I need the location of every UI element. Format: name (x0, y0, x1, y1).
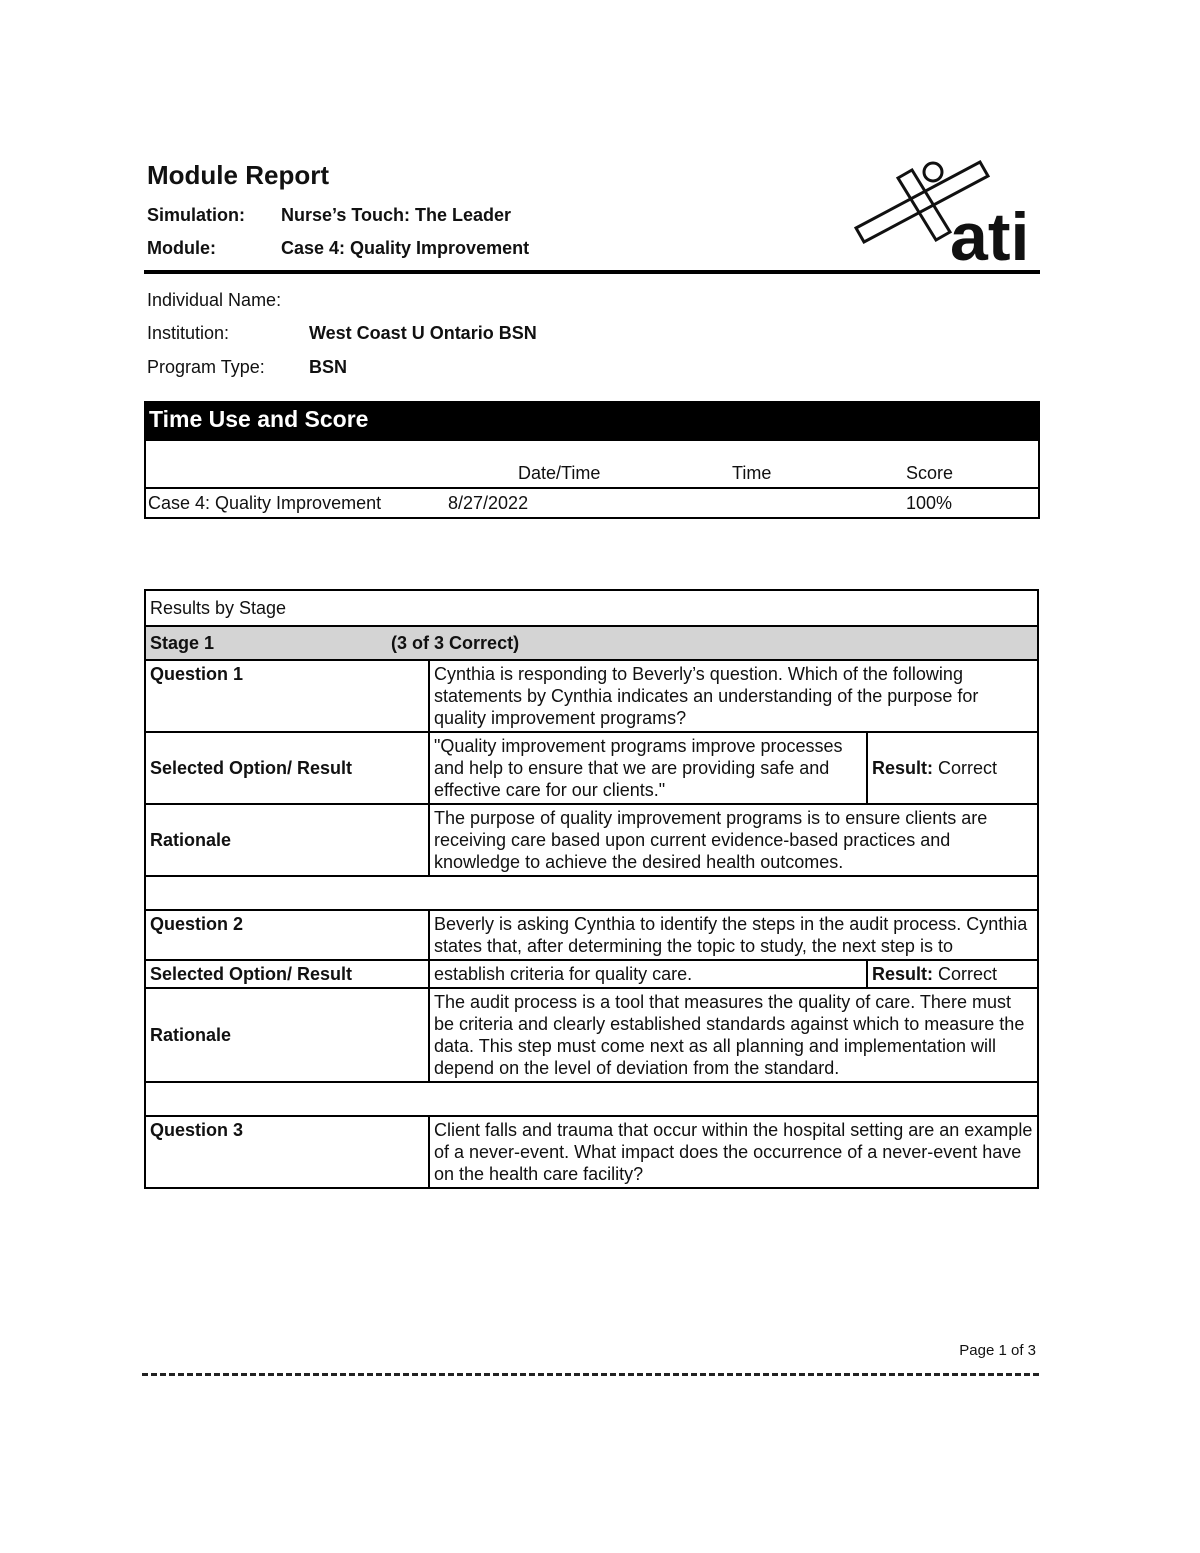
logo-head (924, 163, 942, 181)
program-type-label: Program Type: (147, 357, 265, 377)
rationale-text: The purpose of quality improvement programs is to ensure clients are receiving care based upon current evidence-based practices and knowledge to achieve the desired health outcomes. (429, 804, 1038, 876)
rationale-label: Rationale (145, 804, 429, 876)
question-text: Client falls and trauma that occur within the hospital setting are an example of a never-event. What impact does the occurrence of a never-event have on the health care facility? (429, 1116, 1038, 1188)
selected-option: "Quality improvement programs improve processes and help to ensure that we are providing safe and effective care for our clients." (429, 732, 867, 804)
question-label: Question 2 (145, 910, 429, 960)
col-time: Time (732, 463, 772, 483)
time-use-score-table (144, 441, 1040, 519)
rationale-label: Rationale (145, 988, 429, 1082)
question-row (145, 910, 1038, 960)
module-value: Case 4: Quality Improvement (281, 238, 530, 258)
page-number: Page 1 of 3 (959, 1342, 1036, 1359)
module-label: Module: (147, 238, 216, 258)
col-date-time: Date/Time (518, 463, 601, 483)
time-use-score-section (144, 401, 1040, 519)
time-score-header-row (146, 441, 1038, 489)
rationale-row (145, 988, 1038, 1082)
footer-dashed-divider (142, 1373, 1039, 1376)
case-score: 100% (906, 493, 953, 513)
stage-label: Stage 1 (150, 633, 215, 653)
ati-logo (850, 150, 1042, 268)
selected-label: Selected Option/ Result (145, 732, 429, 804)
results-title: Results by Stage (145, 590, 1038, 626)
result-label: Result: (872, 758, 934, 778)
rationale-row (145, 804, 1038, 876)
result-cell (867, 960, 1038, 988)
time-use-score-title: Time Use and Score (144, 401, 1040, 441)
program-type-value: BSN (309, 357, 348, 377)
case-date: 8/27/2022 (448, 493, 529, 513)
rationale-text: The audit process is a tool that measures the quality of care. There must be criteria and clearly established standards against which to measure the data. This step must come next as all planning and implementation will depend on the level of deviation from the standard. (429, 988, 1038, 1082)
header-divider (144, 270, 1040, 274)
question-row (145, 660, 1038, 732)
selected-row (145, 732, 1038, 804)
question-row (145, 1116, 1038, 1188)
simulation-value: Nurse’s Touch: The Leader (281, 205, 512, 225)
question-label: Question 3 (145, 1116, 429, 1188)
question-text: Beverly is asking Cynthia to identify the steps in the audit process. Cynthia states that, after determining the topic to study, the next step is to (429, 910, 1038, 960)
question-label: Question 1 (145, 660, 429, 732)
col-score: Score (906, 463, 954, 483)
logo-wordmark: ati (950, 199, 1030, 268)
spacer-row (145, 1082, 1038, 1116)
results-table (144, 589, 1039, 1189)
individual-name-label: Individual Name: (147, 290, 282, 310)
question-text: Cynthia is responding to Beverly’s question. Which of the following statements by Cynthia indicates an understanding of the purpose for quality improvement programs? (429, 660, 1038, 732)
selected-row (145, 960, 1038, 988)
page-title: Module Report (147, 160, 329, 190)
institution-label: Institution: (147, 323, 230, 343)
result-value: Correct (938, 964, 998, 984)
simulation-label: Simulation: (147, 205, 245, 225)
time-score-row (146, 489, 1038, 517)
selected-option: establish criteria for quality care. (429, 960, 867, 988)
institution-value: West Coast U Ontario BSN (309, 323, 537, 343)
result-label: Result: (872, 964, 934, 984)
stage-header (145, 626, 1038, 660)
spacer-row (145, 876, 1038, 910)
stage-summary: (3 of 3 Correct) (391, 633, 520, 653)
result-value: Correct (938, 758, 998, 778)
result-cell (867, 732, 1038, 804)
case-name: Case 4: Quality Improvement (148, 493, 382, 513)
selected-label: Selected Option/ Result (145, 960, 429, 988)
